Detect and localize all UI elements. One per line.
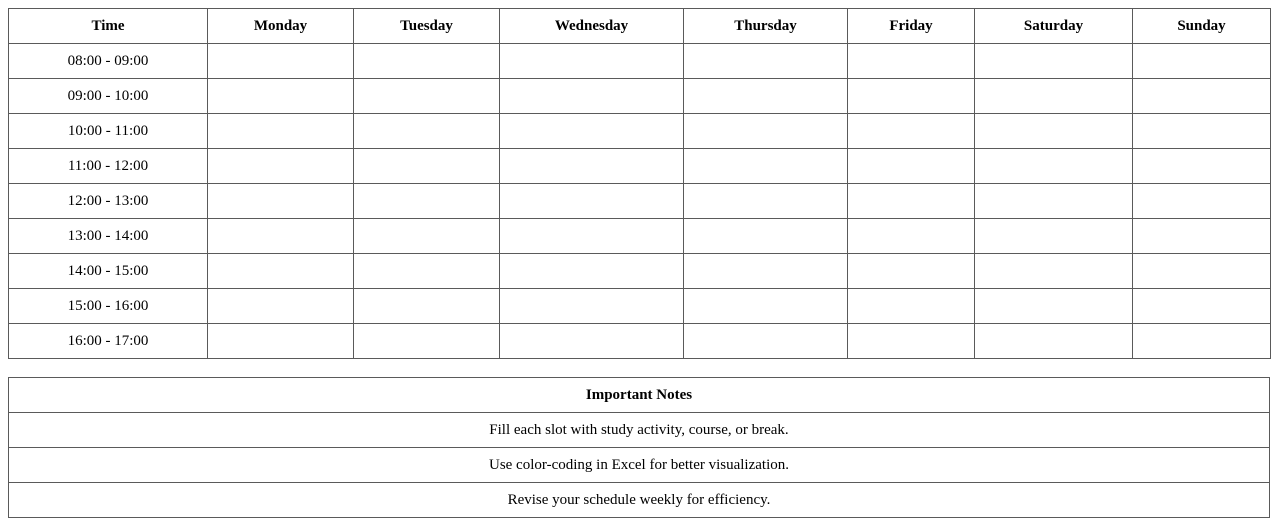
note-item: Use color-coding in Excel for better visualization.: [9, 448, 1270, 483]
schedule-cell-saturday[interactable]: [975, 219, 1133, 254]
schedule-cell-thursday[interactable]: [684, 149, 848, 184]
schedule-cell-sunday[interactable]: [1133, 254, 1271, 289]
schedule-cell-wednesday[interactable]: [500, 149, 684, 184]
schedule-cell-wednesday[interactable]: [500, 254, 684, 289]
time-slot-cell: 12:00 - 13:00: [9, 184, 208, 219]
schedule-cell-monday[interactable]: [208, 254, 354, 289]
header-saturday: Saturday: [975, 9, 1133, 44]
schedule-header-row: [9, 9, 1271, 44]
notes-row: [9, 413, 1270, 448]
schedule-cell-saturday[interactable]: [975, 254, 1133, 289]
schedule-cell-monday[interactable]: [208, 149, 354, 184]
schedule-cell-wednesday[interactable]: [500, 289, 684, 324]
schedule-cell-monday[interactable]: [208, 289, 354, 324]
notes-title: Important Notes: [9, 378, 1270, 413]
schedule-cell-tuesday[interactable]: [354, 79, 500, 114]
schedule-cell-wednesday[interactable]: [500, 219, 684, 254]
header-time: Time: [9, 9, 208, 44]
schedule-cell-thursday[interactable]: [684, 79, 848, 114]
schedule-row: [9, 219, 1271, 254]
schedule-cell-monday[interactable]: [208, 114, 354, 149]
notes-row: [9, 483, 1270, 518]
schedule-cell-sunday[interactable]: [1133, 79, 1271, 114]
schedule-cell-tuesday[interactable]: [354, 254, 500, 289]
schedule-cell-saturday[interactable]: [975, 149, 1133, 184]
schedule-cell-sunday[interactable]: [1133, 219, 1271, 254]
schedule-row: [9, 289, 1271, 324]
schedule-row: [9, 149, 1271, 184]
time-slot-cell: 10:00 - 11:00: [9, 114, 208, 149]
schedule-row: [9, 254, 1271, 289]
schedule-cell-saturday[interactable]: [975, 79, 1133, 114]
schedule-cell-thursday[interactable]: [684, 289, 848, 324]
schedule-cell-friday[interactable]: [848, 184, 975, 219]
schedule-row: [9, 184, 1271, 219]
schedule-cell-tuesday[interactable]: [354, 184, 500, 219]
schedule-cell-thursday[interactable]: [684, 44, 848, 79]
schedule-cell-wednesday[interactable]: [500, 44, 684, 79]
schedule-cell-tuesday[interactable]: [354, 149, 500, 184]
header-tuesday: Tuesday: [354, 9, 500, 44]
schedule-cell-sunday[interactable]: [1133, 324, 1271, 359]
schedule-cell-friday[interactable]: [848, 44, 975, 79]
time-slot-cell: 16:00 - 17:00: [9, 324, 208, 359]
schedule-row: [9, 114, 1271, 149]
header-sunday: Sunday: [1133, 9, 1271, 44]
schedule-cell-friday[interactable]: [848, 114, 975, 149]
time-slot-cell: 08:00 - 09:00: [9, 44, 208, 79]
time-slot-cell: 15:00 - 16:00: [9, 289, 208, 324]
header-thursday: Thursday: [684, 9, 848, 44]
time-slot-cell: 13:00 - 14:00: [9, 219, 208, 254]
schedule-cell-saturday[interactable]: [975, 114, 1133, 149]
schedule-cell-tuesday[interactable]: [354, 114, 500, 149]
notes-header-row: [9, 378, 1270, 413]
schedule-cell-saturday[interactable]: [975, 289, 1133, 324]
schedule-cell-wednesday[interactable]: [500, 324, 684, 359]
schedule-cell-thursday[interactable]: [684, 219, 848, 254]
schedule-cell-wednesday[interactable]: [500, 79, 684, 114]
schedule-cell-friday[interactable]: [848, 149, 975, 184]
schedule-cell-sunday[interactable]: [1133, 44, 1271, 79]
schedule-row: [9, 324, 1271, 359]
schedule-cell-saturday[interactable]: [975, 324, 1133, 359]
note-item: Fill each slot with study activity, course, or break.: [9, 413, 1270, 448]
schedule-row: [9, 79, 1271, 114]
schedule-cell-friday[interactable]: [848, 324, 975, 359]
schedule-cell-thursday[interactable]: [684, 254, 848, 289]
header-monday: Monday: [208, 9, 354, 44]
schedule-cell-monday[interactable]: [208, 184, 354, 219]
schedule-cell-friday[interactable]: [848, 219, 975, 254]
time-slot-cell: 14:00 - 15:00: [9, 254, 208, 289]
header-friday: Friday: [848, 9, 975, 44]
schedule-cell-thursday[interactable]: [684, 324, 848, 359]
schedule-cell-sunday[interactable]: [1133, 184, 1271, 219]
notes-row: [9, 448, 1270, 483]
page: [8, 8, 1270, 518]
schedule-cell-tuesday[interactable]: [354, 324, 500, 359]
schedule-cell-sunday[interactable]: [1133, 114, 1271, 149]
schedule-cell-sunday[interactable]: [1133, 289, 1271, 324]
schedule-cell-thursday[interactable]: [684, 184, 848, 219]
time-slot-cell: 11:00 - 12:00: [9, 149, 208, 184]
schedule-cell-sunday[interactable]: [1133, 149, 1271, 184]
schedule-cell-monday[interactable]: [208, 219, 354, 254]
header-wednesday: Wednesday: [500, 9, 684, 44]
schedule-cell-thursday[interactable]: [684, 114, 848, 149]
notes-table: [8, 377, 1270, 518]
schedule-cell-saturday[interactable]: [975, 184, 1133, 219]
schedule-body: [9, 44, 1271, 359]
note-item: Revise your schedule weekly for efficiency.: [9, 483, 1270, 518]
schedule-cell-tuesday[interactable]: [354, 219, 500, 254]
time-slot-cell: 09:00 - 10:00: [9, 79, 208, 114]
schedule-cell-friday[interactable]: [848, 79, 975, 114]
schedule-cell-wednesday[interactable]: [500, 114, 684, 149]
schedule-cell-monday[interactable]: [208, 324, 354, 359]
schedule-cell-wednesday[interactable]: [500, 184, 684, 219]
schedule-cell-tuesday[interactable]: [354, 44, 500, 79]
schedule-cell-friday[interactable]: [848, 289, 975, 324]
schedule-cell-monday[interactable]: [208, 44, 354, 79]
schedule-row: [9, 44, 1271, 79]
schedule-cell-saturday[interactable]: [975, 44, 1133, 79]
schedule-cell-monday[interactable]: [208, 79, 354, 114]
schedule-cell-tuesday[interactable]: [354, 289, 500, 324]
schedule-table: [8, 8, 1271, 359]
schedule-cell-friday[interactable]: [848, 254, 975, 289]
